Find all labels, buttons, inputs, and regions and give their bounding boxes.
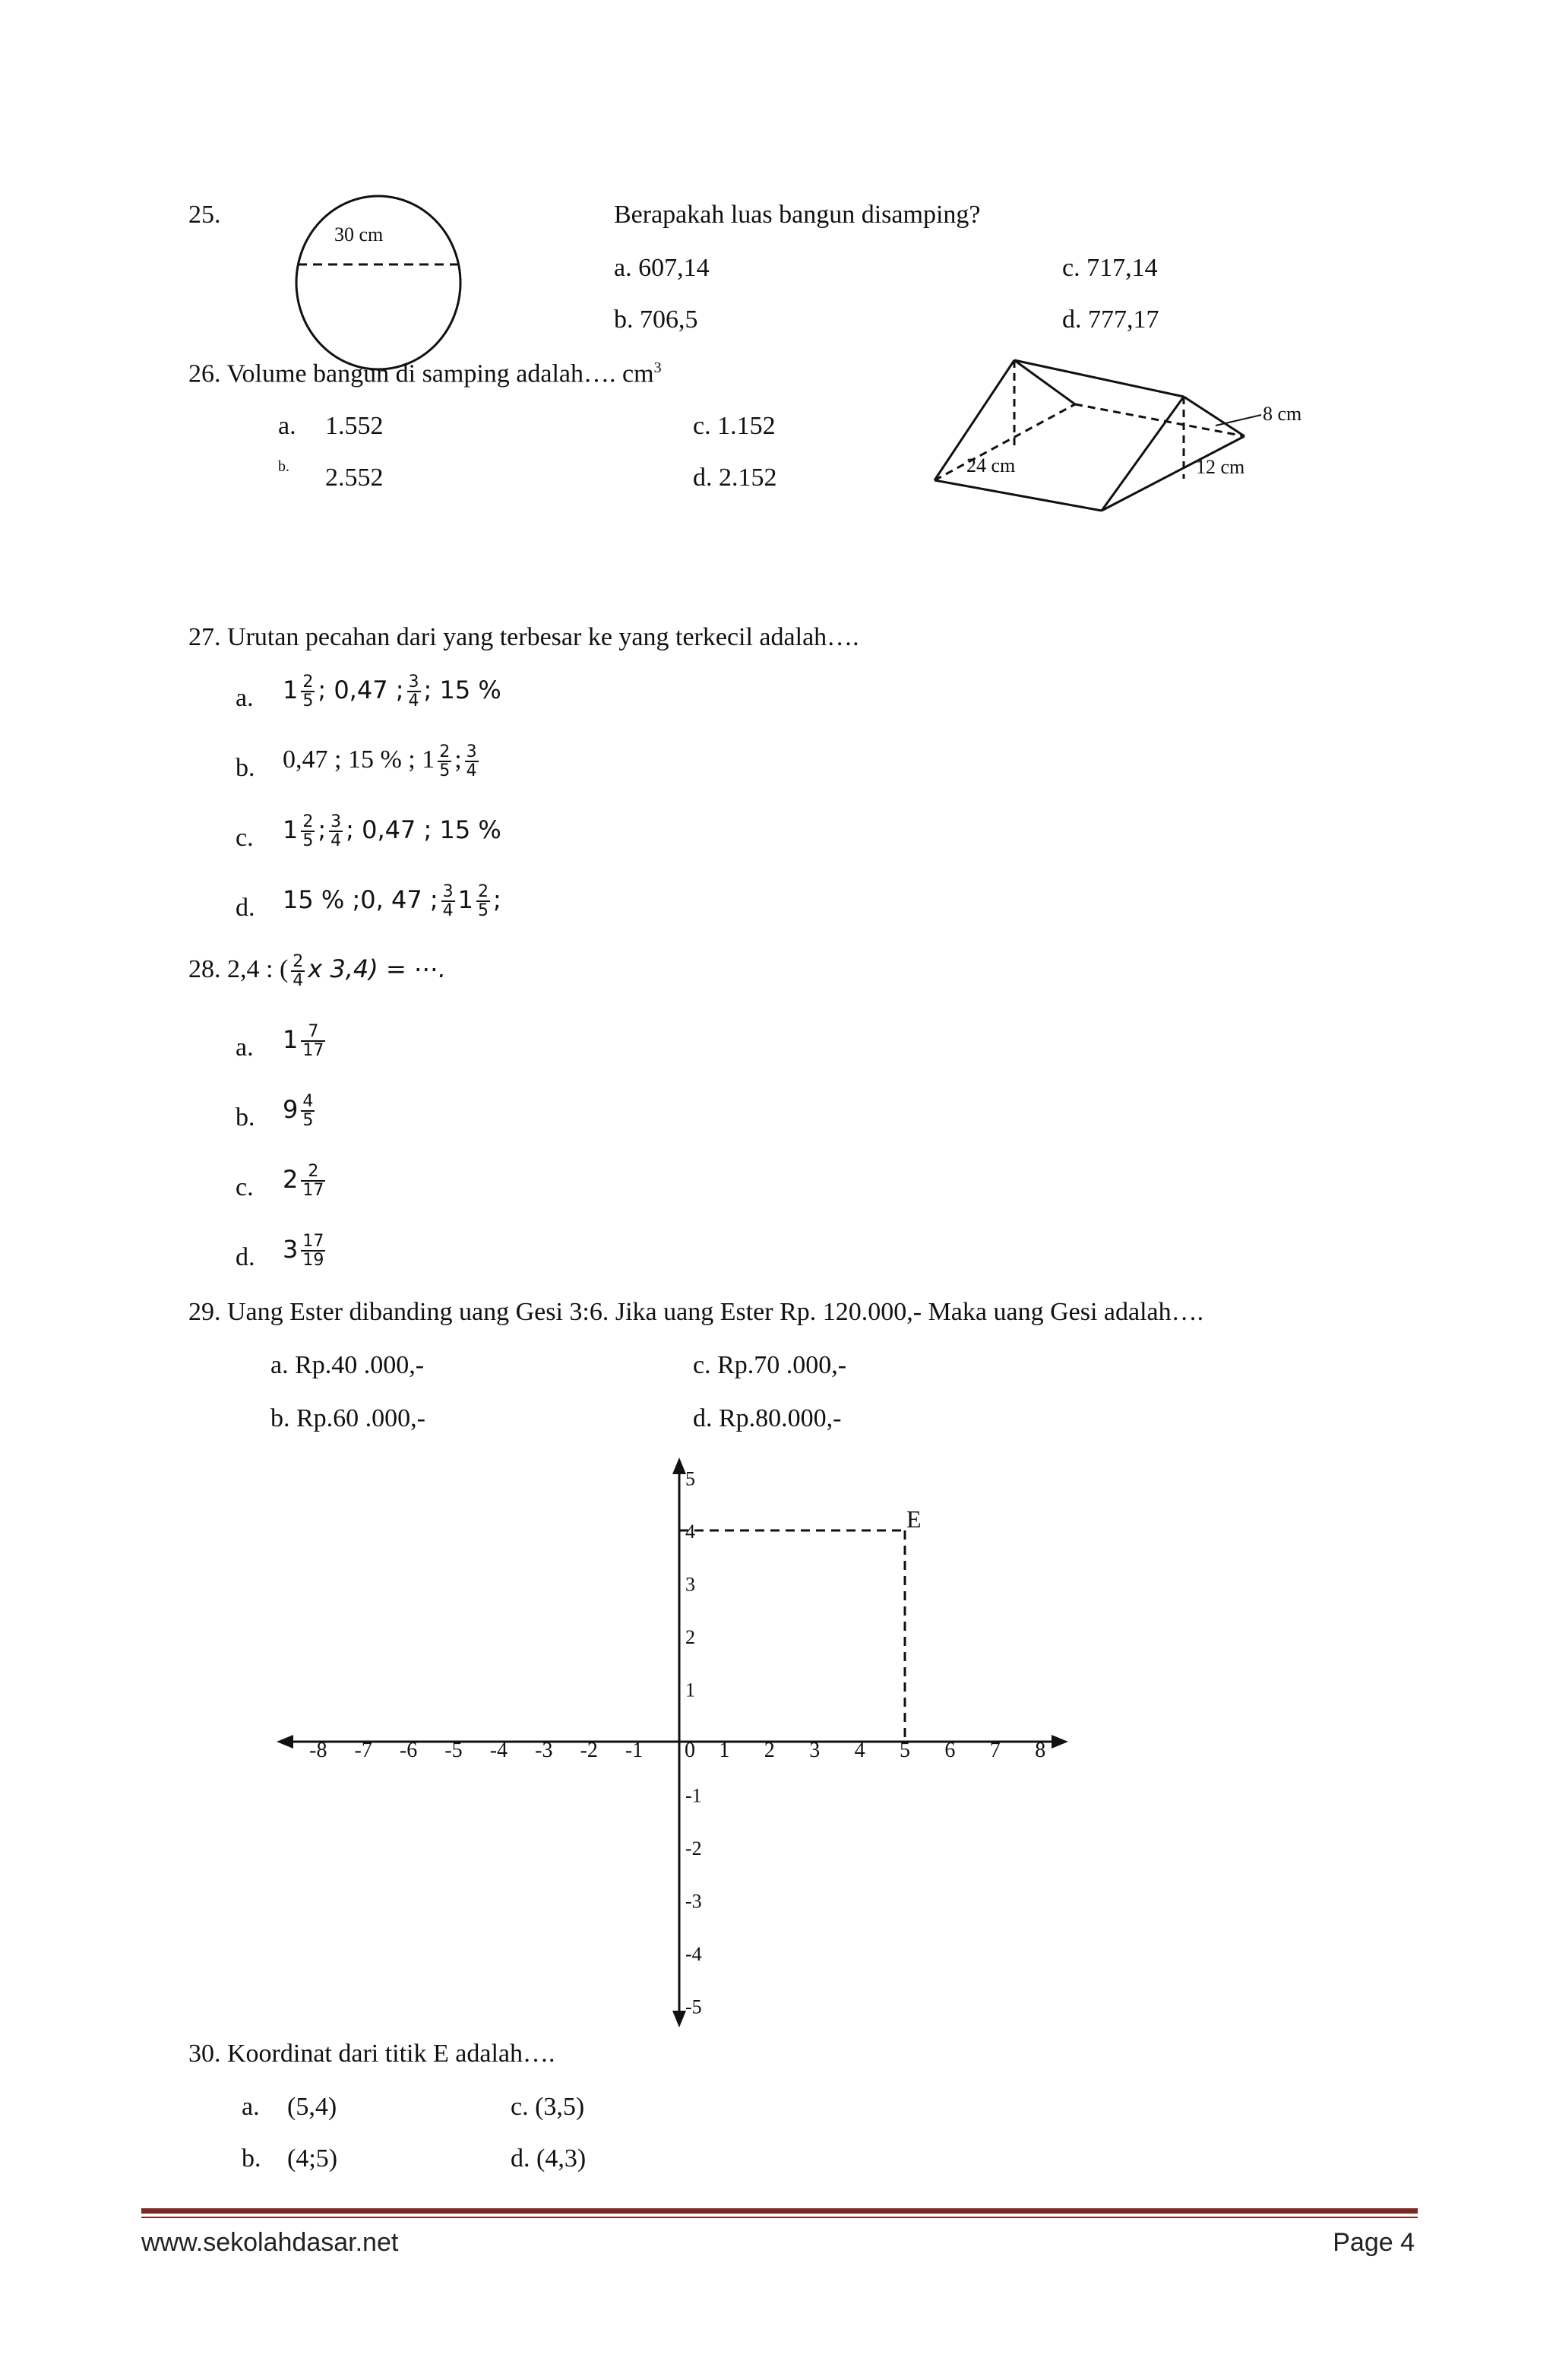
q26-option-a-letter[interactable]: a.	[278, 412, 296, 440]
x-tick-label: -5	[444, 1739, 463, 1762]
y-axis-top-arrow	[672, 1457, 686, 1474]
q29-option-b[interactable]: b. Rp.60 .000,-	[270, 1404, 425, 1432]
q28-option-c-letter[interactable]: c.	[236, 1173, 254, 1201]
x-tick-label: -8	[309, 1739, 327, 1762]
q29-question: 29. Uang Ester dibanding uang Gesi 3:6. Jika uang Ester Rp. 120.000,- Maka uang Gesi adalah….	[188, 1298, 1204, 1326]
x-tick-label: -3	[535, 1739, 553, 1762]
q28-option-d-letter[interactable]: d.	[236, 1243, 255, 1271]
q28-option-a-letter[interactable]: a.	[236, 1033, 254, 1062]
prism-figure	[912, 350, 1337, 524]
q26-option-b-letter[interactable]: b.	[278, 458, 289, 475]
q26-option-c[interactable]: c. 1.152	[693, 412, 776, 440]
x-tick-label: -2	[580, 1739, 598, 1762]
x-axis-right-arrow	[1052, 1735, 1068, 1749]
q27-option-c-letter[interactable]: c.	[236, 824, 254, 852]
q27-question: 27. Urutan pecahan dari yang terbesar ke yang terkecil adalah….	[188, 623, 859, 651]
q28-option-c[interactable]: 2 $\frac{2}{17}$	[283, 1162, 324, 1201]
q25-option-a[interactable]: a. 607,14	[614, 254, 710, 282]
q25-option-c[interactable]: c. 717,14	[1062, 254, 1158, 282]
q28-option-d[interactable]: 3 $\frac{17}{19}$	[283, 1232, 324, 1271]
q29-option-d[interactable]: d. Rp.80.000,-	[693, 1404, 842, 1432]
x-tick-label: 5	[900, 1739, 910, 1762]
x-tick-label: -6	[399, 1739, 418, 1762]
q28-option-a[interactable]: 1 $\frac{7}{17}$	[283, 1022, 324, 1061]
circle-figure	[292, 191, 465, 374]
q27-option-a[interactable]: 1 $\frac{2}{5}$ ; 0,47 ; $\frac{3}{4}$ ; 15 %	[283, 673, 501, 711]
prism-base-label: 12 cm	[1196, 456, 1245, 478]
q25-option-b[interactable]: b. 706,5	[614, 305, 698, 334]
q26-option-d[interactable]: d. 2.152	[693, 464, 777, 492]
x-tick-label: 3	[809, 1739, 821, 1762]
footer-website[interactable]: www.sekolahdasar.net	[141, 2228, 399, 2257]
y-tick-label: 3	[685, 1573, 695, 1596]
q26-question: 26. Volume bangun di samping adalah…. $cm^3$	[188, 359, 662, 388]
y-tick-label: -1	[685, 1784, 702, 1807]
q28-question: 28. 2,4 : ( $\frac{2}{4}$ x 3,4) = ⋯.	[188, 952, 447, 991]
footer-rule-thick	[141, 2208, 1418, 2214]
q30-option-b[interactable]: (4;5)	[287, 2144, 338, 2173]
y-tick-label: 5	[685, 1467, 695, 1490]
x-tick-label: 1	[719, 1739, 730, 1762]
q25-question: Berapakah luas bangun disamping?	[614, 201, 981, 229]
x-axis-left-arrow	[277, 1735, 293, 1749]
q30-option-b-letter[interactable]: b.	[242, 2144, 261, 2173]
prism-length-label: 24 cm	[966, 454, 1016, 476]
x-tick-label: -4	[489, 1739, 508, 1762]
footer-page-number: Page 4	[1333, 2228, 1415, 2257]
y-tick-label: -3	[685, 1890, 702, 1913]
circle-diameter-label: 30 cm	[334, 223, 384, 245]
q27-option-d-letter[interactable]: d.	[236, 894, 255, 922]
x-tick-label: -7	[354, 1739, 372, 1762]
q29-option-a[interactable]: a. Rp.40 .000,-	[270, 1351, 425, 1379]
y-tick-label: -2	[685, 1837, 702, 1859]
q30-option-a-letter[interactable]: a.	[242, 2093, 260, 2121]
y-tick-label: -4	[685, 1943, 702, 1965]
x-tick-label: -1	[625, 1739, 644, 1762]
q27-option-b-letter[interactable]: b.	[236, 754, 255, 782]
y-axis-bottom-arrow	[672, 2011, 686, 2027]
x-tick-label: 7	[989, 1739, 1001, 1762]
q25-option-d[interactable]: d. 777,17	[1062, 305, 1159, 334]
q27-option-b[interactable]: 0,47 ; 15 % ; 1 $\frac{2}{5}$ ; $\frac{3}{4}$	[283, 742, 477, 781]
x-tick-label: 6	[944, 1739, 956, 1762]
y-tick-label: 1	[685, 1679, 695, 1701]
point-e-label: E	[906, 1505, 922, 1533]
footer-rule-thin	[141, 2217, 1418, 2218]
x-tick-label: 4	[854, 1739, 865, 1762]
coordinate-graph	[258, 1451, 1094, 2037]
y-tick-label: 4	[685, 1521, 695, 1543]
y-tick-label: 2	[685, 1626, 695, 1648]
q26-option-b[interactable]: 2.552	[325, 464, 384, 492]
q30-option-c[interactable]: c. (3,5)	[511, 2093, 585, 2121]
q28-option-b[interactable]: 9 $\frac{4}{5}$	[283, 1092, 314, 1131]
q27-option-a-letter[interactable]: a.	[236, 684, 254, 712]
q30-option-a[interactable]: (5,4)	[287, 2093, 337, 2121]
q28-option-b-letter[interactable]: b.	[236, 1103, 255, 1131]
y-tick-label: -5	[685, 1995, 702, 2018]
x-tick-label: 8	[1035, 1739, 1046, 1762]
x-tick-label: 2	[764, 1739, 775, 1762]
q30-question: 30. Koordinat dari titik E adalah….	[188, 2040, 555, 2068]
q27-option-c[interactable]: 1 $\frac{2}{5}$ ; $\frac{3}{4}$ ; 0,47 ; 15 %	[283, 812, 501, 851]
prism-height-label: 8 cm	[1263, 403, 1302, 425]
q27-option-d[interactable]: 15 % ;0, 47 ; $\frac{3}{4}$ 1 $\frac{2}{5}$ ;	[283, 882, 501, 921]
q29-option-c[interactable]: c. Rp.70 .000,-	[693, 1351, 847, 1379]
q30-option-d[interactable]: d. (4,3)	[511, 2144, 587, 2173]
q25-number: 25.	[188, 201, 221, 229]
x-tick-label: 0	[685, 1739, 695, 1762]
q26-option-a[interactable]: 1.552	[325, 412, 384, 440]
